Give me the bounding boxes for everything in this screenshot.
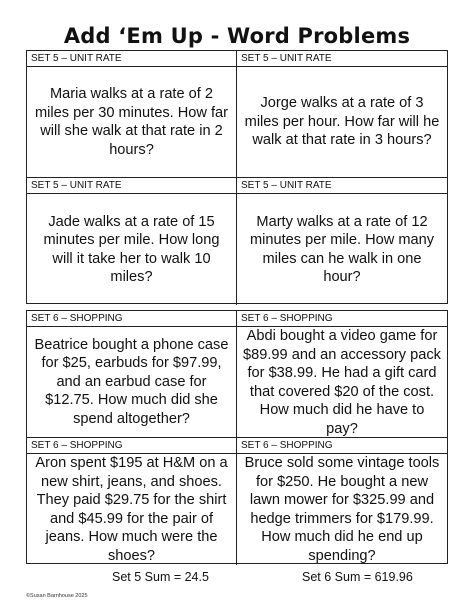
problem-card bbox=[27, 311, 237, 438]
card-text: Marty walks at a rate of 12 minutes per mile. How many miles can he walk in one hour? bbox=[249, 213, 435, 285]
card-text: Jorge walks at a rate of 3 miles per hour. How far will he walk at that rate in 3 hours? bbox=[244, 95, 440, 149]
problem-card bbox=[27, 178, 237, 305]
copyright-notice: ©Susan Barnhouse 2025 bbox=[26, 593, 88, 599]
set-6-card-grid bbox=[26, 310, 448, 564]
problem-card bbox=[237, 438, 447, 565]
card-header: SET 5 – UNIT RATE bbox=[27, 178, 236, 194]
card-header: SET 5 – UNIT RATE bbox=[237, 178, 447, 194]
card-text: Bruce sold some vintage tools for $250. He bought a new lawn mower for $325.99 and hedge trimmers for $179.99. How much did he end up spending? bbox=[244, 455, 440, 564]
card-text: Abdi bought a video game for $89.99 and an accessory pack for $38.99. He had a gift card that covered $20 of the cost. How much did he have to pay? bbox=[243, 328, 441, 437]
problem-card bbox=[237, 311, 447, 438]
card-header: SET 6 – SHOPPING bbox=[27, 438, 236, 454]
problem-card bbox=[237, 178, 447, 305]
problem-card bbox=[237, 51, 447, 178]
card-header: SET 6 – SHOPPING bbox=[237, 311, 447, 327]
card-header: SET 6 – SHOPPING bbox=[237, 438, 447, 454]
card-text: Jade walks at a rate of 15 minutes per mile. How long will it take her to walk 10 miles? bbox=[43, 213, 220, 285]
problem-card bbox=[27, 51, 237, 178]
set-6-sum: Set 6 Sum = 619.96 bbox=[302, 570, 413, 584]
card-text: Aron spent $195 at H&M on a new shirt, jeans, and shoes. They paid $29.75 for the shirt and $45.99 for the pair of jeans. How much were the shoes? bbox=[35, 455, 228, 564]
card-header: SET 5 – UNIT RATE bbox=[237, 51, 447, 67]
card-header: SET 6 – SHOPPING bbox=[27, 311, 236, 327]
problem-card bbox=[27, 438, 237, 565]
card-header: SET 5 – UNIT RATE bbox=[27, 51, 236, 67]
card-text: Maria walks at a rate of 2 miles per 30 minutes. How far will she walk at that rate in 2 hours? bbox=[34, 86, 229, 158]
set-5-card-grid bbox=[26, 50, 448, 304]
set-5-sum: Set 5 Sum = 24.5 bbox=[112, 570, 209, 584]
page-title: Add ‘Em Up - Word Problems bbox=[63, 24, 411, 48]
card-text: Beatrice bought a phone case for $25, earbuds for $97.99, and an earbud case for $12.75. How much did she spend altogether? bbox=[34, 336, 229, 427]
